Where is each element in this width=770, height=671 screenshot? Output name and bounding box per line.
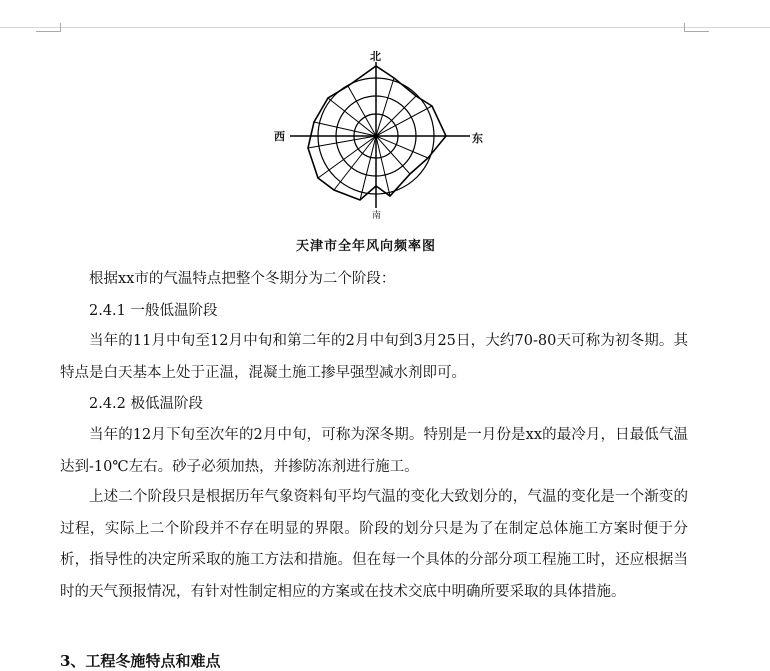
west-label: 西 xyxy=(274,130,285,143)
wind-rose-diagram xyxy=(270,48,500,258)
paragraph-low-temp: 当年的11月中旬至12月中旬和第二年的2月中旬到3月25日，大约70-80天可称为初冬期。其特点是白天基本上处于正温，混凝土施工掺早强型减水剂即可。 xyxy=(60,333,688,381)
page-corner-mark-left xyxy=(36,23,61,32)
north-label: 北 xyxy=(370,50,381,63)
subheading-2-4-2: 2.4.2 极低温阶段 xyxy=(89,396,204,412)
wind-rose-figure xyxy=(270,48,500,258)
paragraph-summary: 上述二个阶段只是根据历年气象资料旬平均气温的变化大致划分的，气温的变化是一个渐变的过程，实际上二个阶段并不存在明显的界限。阶段的划分只是为了在制定总体施工方案时便于分析，指导性的决定所采取的施工方法和措施。但在每一个具体的分部分项工程施工时，还应根据当时的天气预报情况，有针对性制定相应的方案或在技术交底中明确所要采取的具体措施。 xyxy=(60,489,688,600)
page-corner-mark-right xyxy=(684,23,709,32)
page-top-border xyxy=(0,27,770,28)
paragraph-extreme-temp: 当年的12月下旬至次年的2月中旬，可称为深冬期。特别是一月份是xx的最冷月，日最低气温达到-10℃左右。砂子必须加热，并掺防冻剂进行施工。 xyxy=(60,427,688,475)
paragraph-intro: 根据xx市的气温特点把整个冬期分为二个阶段： xyxy=(89,271,396,287)
south-label: 南 xyxy=(372,211,382,221)
section-heading-3: 3、工程冬施特点和难点 xyxy=(60,652,221,670)
east-label: 东 xyxy=(472,132,483,145)
subheading-2-4-1: 2.4.1 一般低温阶段 xyxy=(89,303,218,319)
figure-caption: 天津市全年风向频率图 xyxy=(296,239,437,254)
